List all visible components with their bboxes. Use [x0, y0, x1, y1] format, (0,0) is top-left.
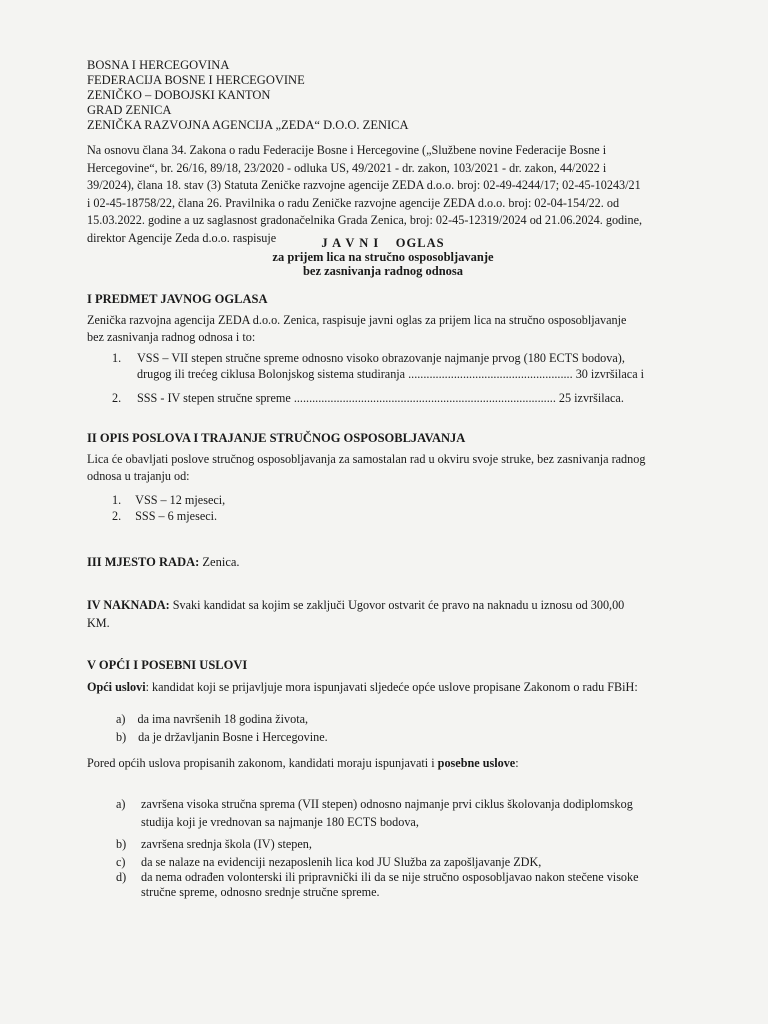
item-number: 2.: [112, 391, 122, 405]
letterhead: [87, 58, 409, 133]
intro-line: Hercegovine“, br. 26/16, 89/18, 23/2020 - odluka US, 49/2021 - dr. zakon, 103/2021 - dr. zakon, 44/2022 i: [87, 160, 607, 175]
section-3-value: Zenica.: [199, 555, 240, 569]
title-sub-1: za prijem lica na stručno osposobljavanje: [272, 250, 494, 264]
section-1-paragraph: [87, 312, 679, 346]
list-item: [116, 855, 676, 870]
item-letter: a): [116, 712, 126, 726]
list-item: [116, 795, 676, 831]
special-conditions-label: posebne uslove: [437, 756, 516, 770]
item-line: da nema odrađen volonterski ili pripravnički ili da se nije stručno osposobljavao nakon stečene visoke: [141, 870, 639, 884]
general-conditions-text: : kandidat koji se prijavljuje mora ispunjavati sljedeće opće uslove propisane Zakonom o radu FBiH:: [145, 680, 638, 694]
list-item: [112, 492, 225, 508]
header-line-1: BOSNA I HERCEGOVINA: [87, 58, 230, 72]
intro-line: 39/2024), člana 18. stav (3) Statuta Zeničke razvojne agencije ZEDA d.o.o. broj: 02-49-4244/17; 02-45-10243/21: [87, 178, 641, 192]
special-intro-text: Pored općih uslova propisanih zakonom, kandidati moraju ispunjavati i: [87, 756, 438, 770]
list-item: [116, 835, 676, 853]
item-line: stručne spreme, odnosno srednje stručne spreme.: [141, 885, 380, 899]
item-text: VSS – 12 mjeseci,: [135, 493, 226, 507]
paragraph-line: bez zasnivanja radnog odnosa i to:: [87, 330, 256, 344]
paragraph-line: odnosa u trajanju od:: [87, 469, 190, 483]
item-line: drugog ili trećeg ciklusa Bolonjskog sistema studiranja ...................................................... 30 izvršilaca i: [137, 367, 645, 381]
item-line: SSS - IV stepen stručne spreme ...................................................................................... 25 izvršilaca.: [137, 391, 624, 405]
notice-title: [87, 236, 679, 278]
section-1-heading: I PREDMET JAVNOG OGLASA: [87, 292, 268, 306]
header-line-2: FEDERACIJA BOSNE I HERCEGOVINE: [87, 73, 305, 87]
special-colon: :: [515, 756, 519, 770]
section-4: [87, 596, 679, 632]
section-4-heading: IV NAKNADA:: [87, 598, 170, 612]
item-number: 1.: [112, 493, 122, 507]
section-4-text: Svaki kandidat sa kojim se zaključi Ugovor ostvarit će pravo na naknadu u iznosu od 300,00: [169, 598, 625, 612]
header-line-5: ZENIČKA RAZVOJNA AGENCIJA „ZEDA“ D.O.O. ZENICA: [87, 118, 409, 132]
item-number: 2.: [112, 509, 122, 523]
paragraph-line: Zenička razvojna agencija ZEDA d.o.o. Zenica, raspisuje javni oglas za prijem lica na stručno osposobljavanje: [87, 313, 627, 327]
general-conditions-line: [87, 680, 638, 695]
item-line: studija koji je vrednovan sa najmanje 180 ECTS bodova,: [141, 815, 419, 829]
item-text: SSS – 6 mjeseci.: [135, 509, 218, 523]
section-4-text: KM.: [87, 616, 110, 630]
item-letter: a): [116, 797, 126, 811]
general-conditions-list: [116, 710, 328, 746]
item-text: da ima navršenih 18 godina života,: [137, 712, 309, 726]
list-item: [116, 728, 328, 746]
section-3: [87, 555, 240, 570]
item-letter: b): [116, 730, 127, 744]
paragraph-line: Lica će obavljati poslove stručnog osposobljavanja za samostalan rad u okviru svoje struke, bez zasnivanja radnog: [87, 452, 646, 466]
list-item: [116, 870, 676, 900]
section-3-heading: III MJESTO RADA:: [87, 555, 200, 569]
item-line: VSS – VII stepen stručne spreme odnosno visoko obrazovanje najmanje prvog (180 ECTS bodova),: [137, 351, 625, 365]
section-2-paragraph: [87, 451, 679, 485]
item-line: završena srednja škola (IV) stepen,: [141, 837, 312, 851]
item-number: 1.: [112, 351, 122, 365]
intro-paragraph: [87, 142, 679, 247]
title-main: J A V N I OGLAS: [321, 236, 445, 250]
general-conditions-label: Opći uslovi: [87, 680, 146, 694]
section-1-item: [112, 350, 682, 382]
item-letter: d): [116, 870, 127, 884]
header-line-4: GRAD ZENICA: [87, 103, 172, 117]
section-1-item: [112, 390, 682, 406]
section-2-list: [112, 492, 225, 524]
list-item: [112, 508, 225, 524]
special-conditions-intro: [87, 756, 519, 771]
special-conditions-list: [116, 795, 676, 900]
intro-line: direktor Agencije Zeda d.o.o. raspisuje: [87, 230, 277, 245]
title-sub-2: bez zasnivanja radnog odnosa: [302, 264, 464, 278]
item-line: završena visoka stručna sprema (VII stepen) odnosno najmanje prvi ciklus školovanja dodiplomskog: [141, 797, 633, 811]
intro-line: 15.03.2022. godine a uz saglasnost gradonačelnika Grada Zenica, broj: 02-45-12319/2024 od 21.06.2024. godine,: [87, 213, 643, 227]
item-text: da je državljanin Bosne i Hercegovine.: [138, 730, 328, 744]
item-line: da se nalaze na evidenciji nezaposlenih lica kod JU Služba za zapošljavanje ZDK,: [141, 855, 542, 869]
header-line-3: ZENIČKO – DOBOJSKI KANTON: [87, 88, 271, 102]
list-item: [116, 710, 328, 728]
item-letter: b): [116, 837, 127, 851]
section-5-heading: V OPĆI I POSEBNI USLOVI: [87, 658, 248, 672]
intro-line: Na osnovu člana 34. Zakona o radu Federacije Bosne i Hercegovine („Službene novine Federacije Bosne i: [87, 143, 607, 157]
intro-line: i 02-45-18758/22, člana 26. Pravilnika o radu Zeničke razvojne agencije ZEDA d.o.o. broj: 02-04-154/22. od: [87, 195, 620, 210]
section-2-heading: II OPIS POSLOVA I TRAJANJE STRUČNOG OSPOSOBLJAVANJA: [87, 431, 466, 445]
item-letter: c): [116, 855, 126, 869]
